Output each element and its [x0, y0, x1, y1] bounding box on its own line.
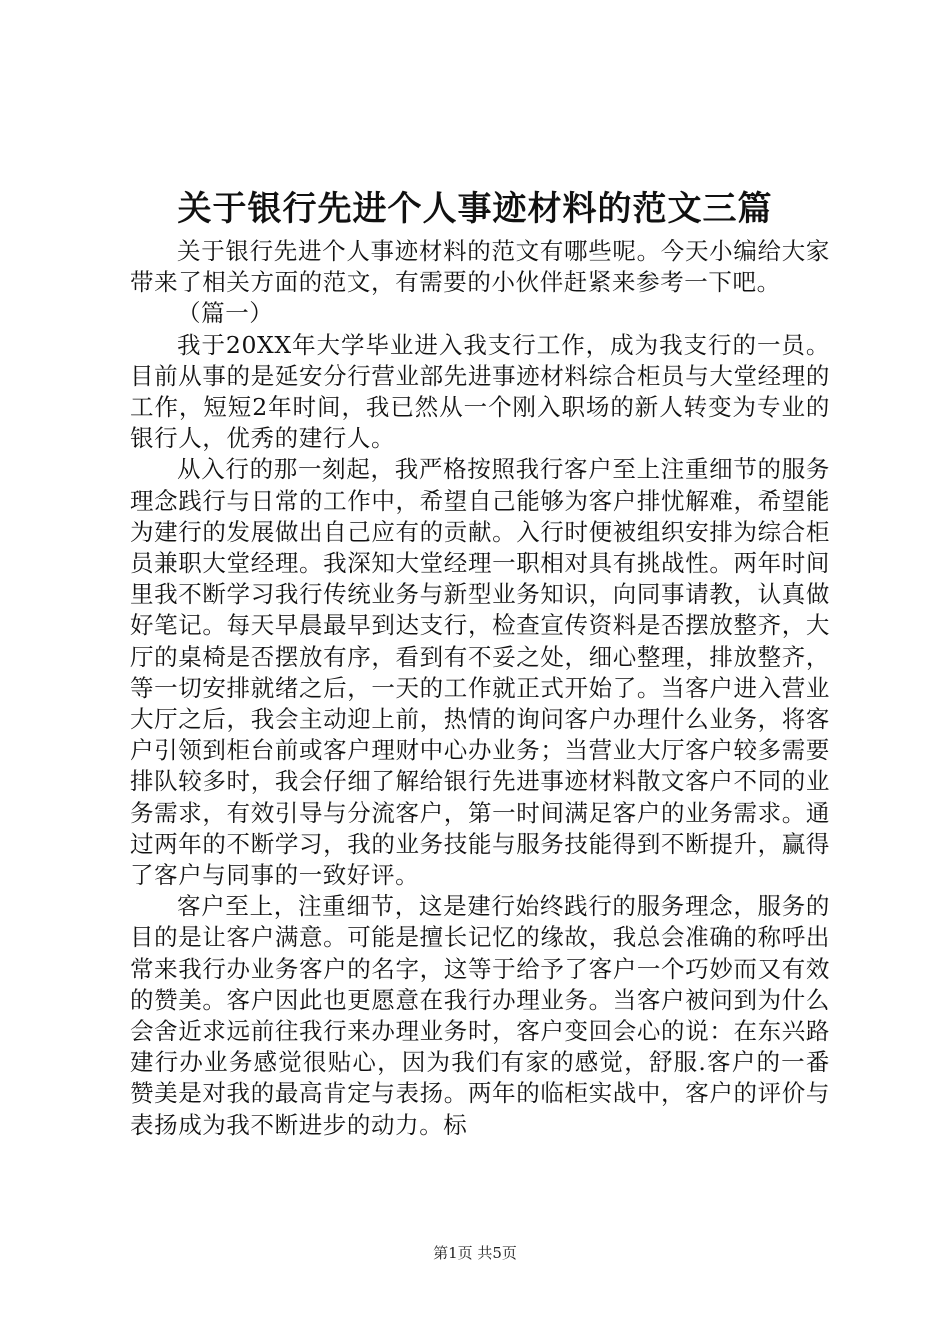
- paragraph-3: 客户至上，注重细节，这是建行始终践行的服务理念，服务的目的是让客户满意。可能是擅长记忆的缘故，我总会准确的称呼出常来我行办业务客户的名字，这等于给予了客户一个巧妙而又有效的赞美。客户因此也更愿意在我行办理业务。当客户被问到为什么会舍近求远前往我行来办理业务时，客户变回会心的说：在东兴路建行办业务感觉很贴心，因为我们有家的感觉，舒服.客户的一番赞美是对我的最高肯定与表扬。两年的临柜实战中，客户的评价与表扬成为我不断进步的动力。标: [130, 892, 830, 1139]
- document-title: 关于银行先进个人事迹材料的范文三篇: [177, 189, 773, 229]
- paragraph-section-heading: （篇一）: [177, 299, 274, 328]
- document-body: [130, 236, 830, 1141]
- paragraph-1: 我于20XX年大学毕业进入我支行工作，成为我支行的一员。目前从事的是延安分行营业部先进事迹材料综合柜员与大堂经理的工作，短短2年时间，我已然从一个刚入职场的新人转变为专业的银行人，优秀的建行人。: [130, 330, 830, 453]
- page-footer: 第1页 共5页: [433, 1244, 517, 1262]
- paragraph-2: 从入行的那一刻起，我严格按照我行客户至上注重细节的服务理念践行与日常的工作中，希望自己能够为客户排忧解难，希望能为建行的发展做出自己应有的贡献。入行时便被组织安排为综合柜员兼职大堂经理。我深知大堂经理一职相对具有挑战性。两年时间里我不断学习我行传统业务与新型业务知识，向同事请教，认真做好笔记。每天早晨最早到达支行，检查宣传资料是否摆放整齐，大厅的桌椅是否摆放有序，看到有不妥之处，细心整理，排放整齐，等一切安排就绪之后，一天的工作就正式开始了。当客户进入营业大厅之后，我会主动迎上前，热情的询问客户办理什么业务，将客户引领到柜台前或客户理财中心办业务；当营业大厅客户较多需要排队较多时，我会仔细了解给银行先进事迹材料散文客户不同的业务需求，有效引导与分流客户，第一时间满足客户的业务需求。通过两年的不断学习，我的业务技能与服务技能得到不断提升，赢得了客户与同事的一致好评。: [130, 455, 830, 890]
- paragraph-intro: 关于银行先进个人事迹材料的范文有哪些呢。今天小编给大家带来了相关方面的范文，有需要的小伙伴赶紧来参考一下吧。: [130, 237, 830, 297]
